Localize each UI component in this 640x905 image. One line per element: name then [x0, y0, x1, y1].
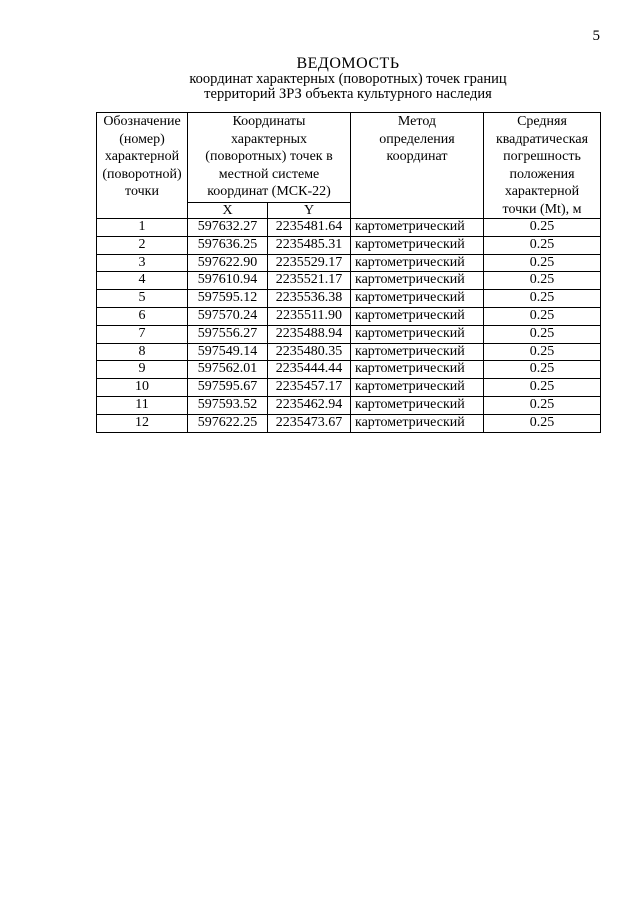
- table-row: [97, 219, 601, 237]
- cell-error: 0.25: [484, 272, 601, 290]
- cell-method: картометрический: [351, 307, 484, 325]
- cell-error: 0.25: [484, 414, 601, 432]
- header-error: [484, 113, 601, 219]
- cell-y: 2235481.64: [268, 219, 351, 237]
- title-main: ВЕДОМОСТЬ: [296, 55, 400, 72]
- header-line: погрешность: [503, 149, 581, 164]
- header-line: характерной: [104, 149, 180, 164]
- header-line: координат (МСК-22): [207, 184, 331, 199]
- table-row: [97, 254, 601, 272]
- cell-error: 0.25: [484, 254, 601, 272]
- cell-x: 597595.67: [188, 379, 268, 397]
- cell-y: 2235462.94: [268, 396, 351, 414]
- cell-number: 1: [97, 219, 188, 237]
- cell-x: 597593.52: [188, 396, 268, 414]
- cell-x: 597632.27: [188, 219, 268, 237]
- cell-number: 8: [97, 343, 188, 361]
- cell-method: картометрический: [351, 379, 484, 397]
- header-line: характерных: [230, 131, 308, 147]
- cell-method: картометрический: [351, 290, 484, 308]
- cell-number: 3: [97, 254, 188, 272]
- cell-method: картометрический: [351, 361, 484, 379]
- cell-number: 9: [97, 361, 188, 379]
- header-designation: [97, 113, 188, 219]
- table-row: [97, 343, 601, 361]
- header-line: местной системе: [218, 166, 320, 182]
- cell-y: 2235480.35: [268, 343, 351, 361]
- cell-method: картометрический: [351, 219, 484, 237]
- header-line: Обозначение: [103, 114, 181, 129]
- cell-error: 0.25: [484, 307, 601, 325]
- document-title: [95, 56, 601, 102]
- cell-y: 2235457.17: [268, 379, 351, 397]
- header-line: координат: [386, 149, 448, 164]
- cell-number: 12: [97, 414, 188, 432]
- cell-number: 7: [97, 325, 188, 343]
- cell-method: картометрический: [351, 254, 484, 272]
- table-row: [97, 396, 601, 414]
- table-row: [97, 361, 601, 379]
- cell-number: 11: [97, 396, 188, 414]
- table-row: [97, 290, 601, 308]
- cell-x: 597622.90: [188, 254, 268, 272]
- cell-error: 0.25: [484, 361, 601, 379]
- header-line: квадратическая: [495, 131, 589, 147]
- cell-error: 0.25: [484, 343, 601, 361]
- header-line: Метод: [397, 114, 437, 129]
- cell-y: 2235536.38: [268, 290, 351, 308]
- page-number: 5: [592, 28, 600, 44]
- cell-x: 597562.01: [188, 361, 268, 379]
- table-row: [97, 414, 601, 432]
- cell-method: картометрический: [351, 396, 484, 414]
- cell-method: картометрический: [351, 236, 484, 254]
- cell-x: 597622.25: [188, 414, 268, 432]
- cell-y: 2235529.17: [268, 254, 351, 272]
- coordinates-table: [96, 112, 601, 433]
- table-row: [97, 325, 601, 343]
- header-line: (номер): [119, 131, 165, 147]
- header-line: определения: [379, 131, 455, 147]
- cell-number: 10: [97, 379, 188, 397]
- table-row: [97, 272, 601, 290]
- cell-method: картометрический: [351, 272, 484, 290]
- title-line-1: координат характерных (поворотных) точек границ: [189, 71, 507, 87]
- cell-error: 0.25: [484, 290, 601, 308]
- cell-error: 0.25: [484, 219, 601, 237]
- header-line: точки: [125, 184, 159, 199]
- cell-error: 0.25: [484, 236, 601, 254]
- cell-y: 2235488.94: [268, 325, 351, 343]
- table-row: [97, 379, 601, 397]
- cell-x: 597595.12: [188, 290, 268, 308]
- table-row: [97, 236, 601, 254]
- table-body: [97, 219, 601, 433]
- table-header-row: [97, 113, 601, 203]
- header-line: положения: [509, 166, 575, 182]
- header-line: Средняя: [517, 114, 567, 129]
- title-line-2: территорий ЗРЗ объекта культурного наследия: [204, 86, 492, 102]
- cell-method: картометрический: [351, 414, 484, 432]
- header-line: характерной: [504, 184, 580, 199]
- cell-x: 597570.24: [188, 307, 268, 325]
- header-line: (поворотных) точек в: [205, 149, 333, 164]
- header-coordinates: [188, 113, 351, 203]
- cell-x: 597549.14: [188, 343, 268, 361]
- cell-x: 597636.25: [188, 236, 268, 254]
- header-line: Координаты: [232, 114, 306, 129]
- cell-method: картометрический: [351, 325, 484, 343]
- cell-method: картометрический: [351, 343, 484, 361]
- cell-x: 597556.27: [188, 325, 268, 343]
- header-line: точки (Mt), м: [502, 201, 582, 217]
- cell-y: 2235444.44: [268, 361, 351, 379]
- cell-y: 2235511.90: [268, 307, 351, 325]
- header-line: (поворотной): [102, 166, 182, 182]
- header-y: Y: [268, 202, 351, 218]
- cell-y: 2235521.17: [268, 272, 351, 290]
- cell-error: 0.25: [484, 325, 601, 343]
- cell-number: 4: [97, 272, 188, 290]
- cell-error: 0.25: [484, 379, 601, 397]
- header-method: [351, 113, 484, 219]
- cell-error: 0.25: [484, 396, 601, 414]
- cell-x: 597610.94: [188, 272, 268, 290]
- header-x: X: [188, 202, 268, 218]
- cell-number: 2: [97, 236, 188, 254]
- cell-y: 2235485.31: [268, 236, 351, 254]
- cell-number: 5: [97, 290, 188, 308]
- cell-number: 6: [97, 307, 188, 325]
- cell-y: 2235473.67: [268, 414, 351, 432]
- table-row: [97, 307, 601, 325]
